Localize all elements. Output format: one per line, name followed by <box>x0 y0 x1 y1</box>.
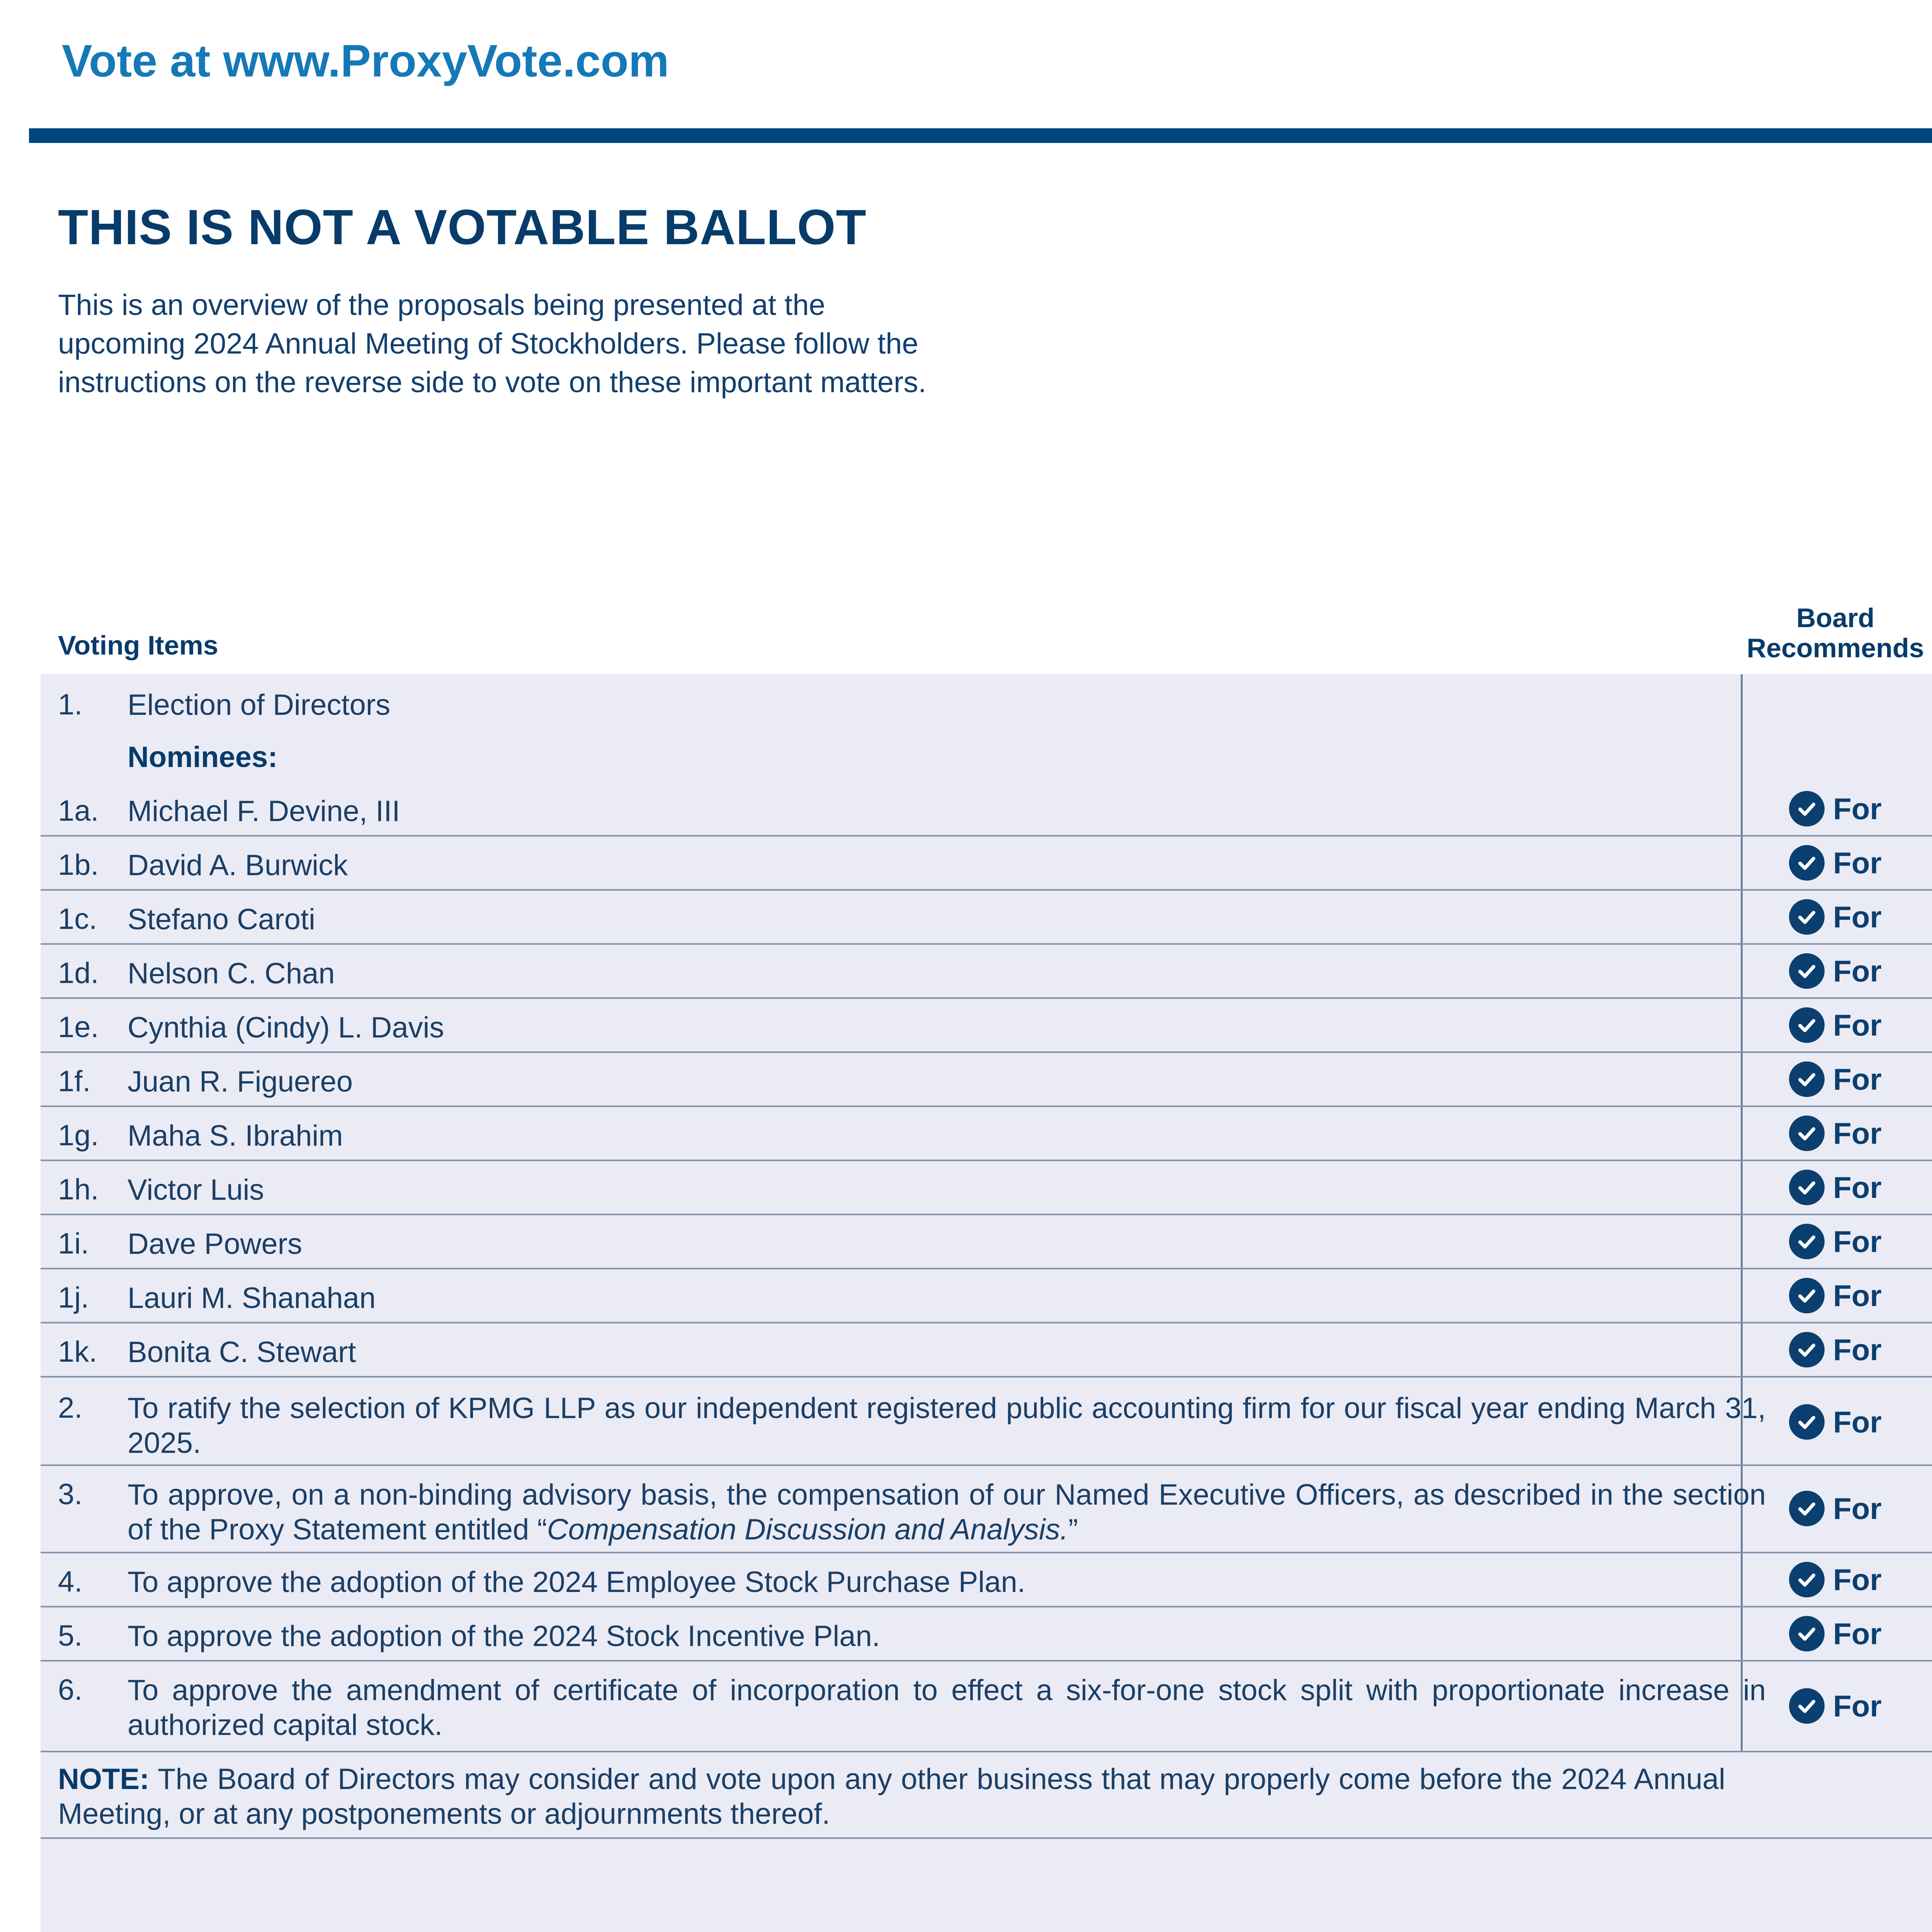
proposal-text <box>128 1478 1766 1547</box>
board-recommendation <box>1789 789 1882 828</box>
check-circle-icon <box>1789 1491 1825 1526</box>
nominees-row <box>41 728 1932 782</box>
board-recommendation <box>1789 1006 1882 1044</box>
check-circle-icon <box>1789 845 1825 881</box>
election-number: 1. <box>58 688 83 721</box>
nominee-number: 1c. <box>58 903 97 935</box>
nominee-row <box>41 999 1932 1053</box>
nominee-row <box>41 1215 1932 1269</box>
board-recommends-line1: Board <box>1796 603 1875 633</box>
check-circle-icon <box>1789 899 1825 935</box>
nominee-number: 1i. <box>58 1227 89 1260</box>
nominee-name: Cynthia (Cindy) L. Davis <box>128 1011 444 1044</box>
nominee-number: 1k. <box>58 1335 97 1368</box>
header-vote-url: Vote at www.ProxyVote.com <box>62 36 669 87</box>
board-recommendation <box>1789 952 1882 990</box>
check-circle-icon <box>1789 1688 1825 1724</box>
nominee-row <box>41 837 1932 891</box>
check-circle-icon <box>1789 1562 1825 1597</box>
nominee-row <box>41 1107 1932 1161</box>
proposal-number: 5. <box>58 1619 83 1652</box>
nominee-name: Michael F. Devine, III <box>128 795 400 828</box>
recommendation-label: For <box>1833 1008 1882 1042</box>
proposal-number: 3. <box>58 1478 83 1511</box>
check-circle-icon <box>1789 1116 1825 1151</box>
nominee-row <box>41 1053 1932 1107</box>
recommendation-label: For <box>1833 954 1882 988</box>
proposal-number: 2. <box>58 1391 83 1424</box>
proposal-row-3 <box>41 1466 1932 1553</box>
proposal-text-italic: Compensation Discussion and Analysis. <box>547 1513 1068 1546</box>
note-row <box>41 1752 1932 1839</box>
nominee-row <box>41 945 1932 999</box>
nominee-number: 1f. <box>58 1065 91 1098</box>
proposal-number: 6. <box>58 1673 83 1706</box>
check-circle-icon <box>1789 1332 1825 1367</box>
nominee-row <box>41 1323 1932 1378</box>
voting-items-header: Voting Items <box>58 630 218 660</box>
nominee-name: Victor Luis <box>128 1173 264 1206</box>
nominee-number: 1g. <box>58 1119 99 1152</box>
recommendation-label: For <box>1833 1332 1882 1367</box>
proposal-text-close: ” <box>1068 1513 1078 1546</box>
check-circle-icon <box>1789 791 1825 827</box>
nominee-number: 1h. <box>58 1173 99 1206</box>
note-label: NOTE: <box>58 1763 150 1796</box>
board-recommends-line2: Recommends <box>1747 633 1924 663</box>
recommendation-label: For <box>1833 1616 1882 1651</box>
recommendation-label: For <box>1833 791 1882 826</box>
board-recommendation <box>1789 844 1882 882</box>
proposal-text: To ratify the selection of KPMG LLP as our independent registered public accounting firm for our fiscal year ending March 31, 2025. <box>128 1392 1766 1459</box>
board-recommendation <box>1789 1330 1882 1369</box>
election-row <box>41 674 1932 728</box>
check-circle-icon <box>1789 1224 1825 1259</box>
proposal-row-2 <box>41 1379 1932 1466</box>
board-recommendation <box>1789 1168 1882 1207</box>
nominee-name: Juan R. Figuereo <box>128 1065 353 1098</box>
board-recommendation <box>1789 1403 1882 1441</box>
nominee-number: 1e. <box>58 1011 99 1044</box>
recommendation-label: For <box>1833 1062 1882 1096</box>
nominee-name: Dave Powers <box>128 1228 302 1260</box>
nominee-name: Bonita C. Stewart <box>128 1336 356 1369</box>
board-recommends-header <box>1731 603 1932 663</box>
check-circle-icon <box>1789 1007 1825 1043</box>
recommendation-label: For <box>1833 1405 1882 1439</box>
proposal-text: To approve the adoption of the 2024 Stock Incentive Plan. <box>128 1620 880 1653</box>
board-recommendation <box>1789 1560 1882 1599</box>
recommendation-label: For <box>1833 1224 1882 1259</box>
proposal-number: 4. <box>58 1565 83 1598</box>
header-rule <box>29 128 1932 143</box>
nominees-label: Nominees: <box>128 741 278 774</box>
nominee-number: 1j. <box>58 1281 89 1314</box>
nominee-row <box>41 891 1932 945</box>
board-recommendation <box>1789 898 1882 936</box>
recommendation-label: For <box>1833 1562 1882 1597</box>
proposal-text: To approve the adoption of the 2024 Employee Stock Purchase Plan. <box>128 1566 1026 1599</box>
proposal-row-4 <box>41 1553 1932 1607</box>
check-circle-icon <box>1789 1061 1825 1097</box>
recommendation-label: For <box>1833 1170 1882 1204</box>
recommendation-label: For <box>1833 845 1882 880</box>
nominee-name: Lauri M. Shanahan <box>128 1282 376 1315</box>
proposal-text-main: To approve, on a non-binding advisory basis, the compensation of our Named Executive Officers, as described in the section of the Proxy Statement entitled “ <box>128 1478 1766 1546</box>
board-recommendation <box>1789 1276 1882 1315</box>
nominee-row <box>41 782 1932 837</box>
check-circle-icon <box>1789 1616 1825 1651</box>
proposal-text: To approve the amendment of certificate of incorporation to effect a six-for-one stock split with proportionate increase in authorized capital stock. <box>128 1674 1766 1742</box>
nominee-row <box>41 1161 1932 1215</box>
note-body: The Board of Directors may consider and vote upon any other business that may properly come before the 2024 Annual Meeting, or at any postponements or adjournments thereof. <box>58 1763 1725 1830</box>
nominee-name: Nelson C. Chan <box>128 957 335 990</box>
recommendation-label: For <box>1833 1116 1882 1150</box>
recommendation-label: For <box>1833 1278 1882 1313</box>
page-title: THIS IS NOT A VOTABLE BALLOT <box>58 200 867 255</box>
recommendation-label: For <box>1833 1491 1882 1526</box>
check-circle-icon <box>1789 1170 1825 1205</box>
board-recommendation <box>1789 1114 1882 1153</box>
nominee-row <box>41 1269 1932 1323</box>
nominee-number: 1d. <box>58 957 99 990</box>
recommendation-label: For <box>1833 900 1882 934</box>
election-text: Election of Directors <box>128 689 391 721</box>
nominee-name: Stefano Caroti <box>128 903 315 936</box>
nominee-name: Maha S. Ibrahim <box>128 1119 343 1152</box>
recommendation-label: For <box>1833 1689 1882 1723</box>
board-recommendation <box>1789 1614 1882 1653</box>
proposal-row-5 <box>41 1607 1932 1662</box>
check-circle-icon <box>1789 1404 1825 1440</box>
board-recommendation <box>1789 1489 1882 1528</box>
board-recommendation <box>1789 1222 1882 1261</box>
board-recommendation <box>1789 1687 1882 1725</box>
check-circle-icon <box>1789 953 1825 989</box>
proposal-row-6 <box>41 1662 1932 1752</box>
check-circle-icon <box>1789 1278 1825 1313</box>
board-recommendation <box>1789 1060 1882 1099</box>
nominee-number: 1b. <box>58 849 99 881</box>
note-text <box>58 1762 1725 1832</box>
nominee-name: David A. Burwick <box>128 849 348 882</box>
nominee-number: 1a. <box>58 794 99 827</box>
intro-paragraph: This is an overview of the proposals being presented at the upcoming 2024 Annual Meeting of Stockholders. Please follow the instructions on the reverse side to vote on these important matters. <box>58 289 927 399</box>
